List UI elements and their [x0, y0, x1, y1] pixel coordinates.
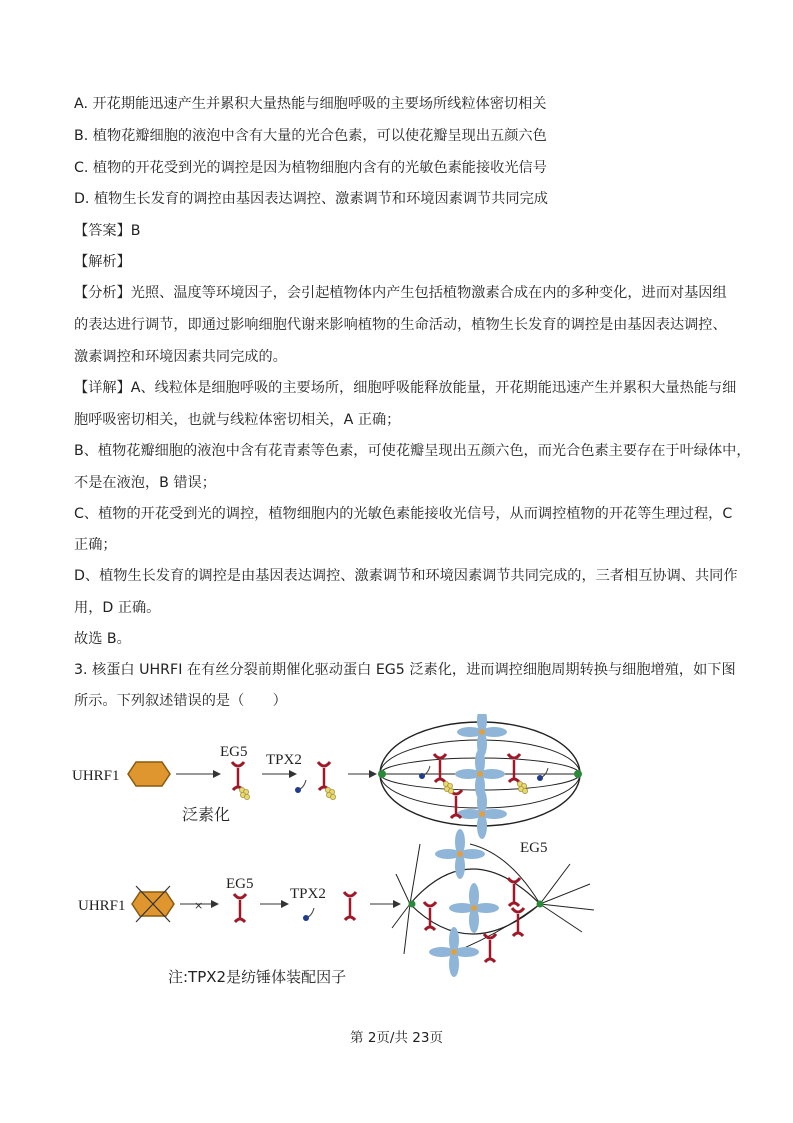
top-uhrf1-label: UHRF1 — [72, 768, 120, 784]
top-eg5-label: EG5 — [220, 744, 248, 760]
analysis-line-2: 的表达进行调节，即通过影响细胞代谢来影响植物的生命活动，植物生长发育的调控是由基因表达调控、 — [74, 317, 727, 333]
detail-line-7: D、植物生长发育的调控是由基因表达调控、激素调节和环境因素调节共同完成的，三者相互协调、共同作 — [74, 568, 738, 584]
page-footer: 第 2页/共 23页 — [350, 1030, 443, 1046]
option-d: D. 植物生长发育的调控由基因表达调控、激素调节和环境因素调节共同完成 — [74, 191, 548, 207]
detail-line-9: 故选 B。 — [74, 631, 131, 647]
detail-line-1: 【详解】A、线粒体是细胞呼吸的主要场所，细胞呼吸能释放能量，开花期能迅速产生并累积大量热能与细 — [74, 380, 737, 396]
detail-line-3: B、植物花瓣细胞的液泡中含有花青素等色素，可使花瓣呈现出五颜六色，而光合色素主要存在于叶绿体中， — [74, 443, 751, 459]
analysis-line-1: 【分析】光照、温度等环境因子，会引起植物体内产生包括植物激素合成在内的多种变化，进而对基因组 — [74, 285, 727, 301]
detail-line-8: 用，D 正确。 — [74, 600, 161, 616]
analysis-heading: 【解析】 — [74, 254, 131, 270]
bottom-uhrf1-label: UHRF1 — [78, 898, 126, 914]
detail-line-2: 胞呼吸密切相关，也就与线粒体密切相关，A 正确； — [74, 412, 401, 428]
detail-line-5: C、植物的开花受到光的调控，植物细胞内的光敏色素能接收光信号，从而调控植物的开花等生理过程，C — [74, 506, 733, 522]
eg5-ubiquitination-diagram — [70, 714, 610, 989]
right-eg5-label: EG5 — [520, 840, 548, 856]
uhrf1-hexagon — [128, 762, 170, 786]
detail-line-6: 正确； — [74, 537, 117, 553]
blocked-mark: × — [194, 899, 204, 912]
option-b: B. 植物花瓣细胞的液泡中含有大量的光合色素，可以使花瓣呈现出五颜六色 — [74, 128, 547, 144]
top-tpx2-label: TPX2 — [266, 752, 302, 768]
bottom-eg5-label: EG5 — [226, 876, 254, 892]
option-a: A. 开花期能迅速产生并累积大量热能与细胞呼吸的主要场所线粒体密切相关 — [74, 96, 547, 112]
option-c: C. 植物的开花受到光的调控是因为植物细胞内含有的光敏色素能接收光信号 — [74, 160, 547, 176]
question-line-2: 所示。下列叙述错误的是（ ） — [74, 693, 287, 709]
bottom-tpx2-label: TPX2 — [290, 886, 326, 902]
figure-note: 注:TPX2是纺锤体装配因子 — [168, 968, 347, 986]
analysis-line-3: 激素调控和环境因素共同完成的。 — [74, 349, 287, 365]
bipolar-spindle — [378, 714, 582, 839]
ubiquitination-label: 泛素化 — [182, 805, 231, 824]
question-line-1: 3. 核蛋白 UHRFI 在有丝分裂前期催化驱动蛋白 EG5 泛素化，进而调控细胞周期转换与细胞增殖，如下图 — [74, 662, 736, 678]
answer-label: 【答案】B — [74, 223, 141, 239]
detail-line-4: 不是在液泡，B 错误； — [74, 475, 216, 491]
monopolar-spindle — [392, 829, 594, 977]
